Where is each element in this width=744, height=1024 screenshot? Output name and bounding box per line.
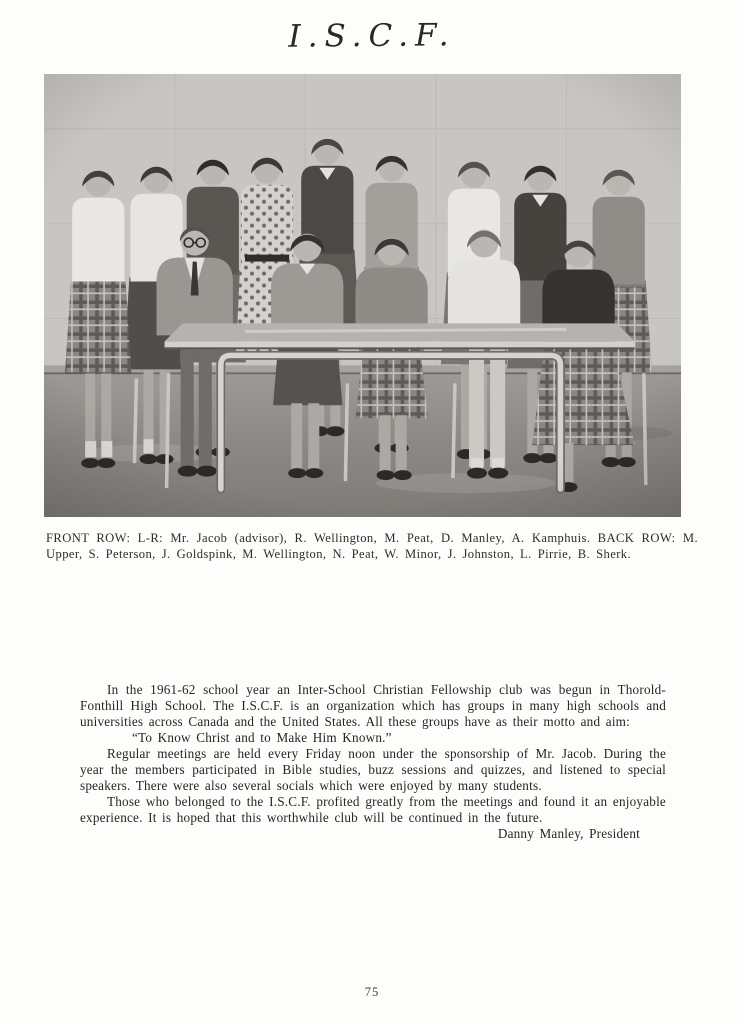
page-number: 75 [364,985,380,999]
motto-line: “To Know Christ and to Make Him Known.” [132,730,392,745]
signature-line: Danny Manley, President [497,826,640,841]
paragraph-intro: In the 1961-62 school year an Inter-School Christian Fellowship club was begun in Thorold-Fonthill High School. The I.S.C.F. is an organization which has groups in many high schools and universities across Canada and the United States. All these groups have as their motto and aim: [80,682,666,729]
photo-vignette [44,74,681,517]
group-photo [44,74,681,517]
paragraph-closing: Those who belonged to the I.S.C.F. profited greatly from the meetings and found it an enjoyable experience. It is hoped that this worthwhile club will be continued in the future. [80,794,666,825]
paragraph-meetings: Regular meetings are held every Friday noon under the sponsorship of Mr. Jacob. During the year the members participated in Bible studies, buzz sessions and quizzes, and listened to special speakers. There were also several socials which were enjoyed by many students. [80,746,666,793]
photo-caption: FRONT ROW: L-R: Mr. Jacob (advisor), R. Wellington, M. Peat, D. Manley, A. Kamphuis. BACK ROW: M. Upper, S. Peterson, J. Goldspink, M. Wellington, N. Peat, W. Minor, J. Johnston, L. Pirrie, B. Sherk. [46,531,698,561]
article-text [80,682,666,842]
group-photo-illustration [44,74,681,517]
page-title: I.S.C.F. [288,17,456,55]
